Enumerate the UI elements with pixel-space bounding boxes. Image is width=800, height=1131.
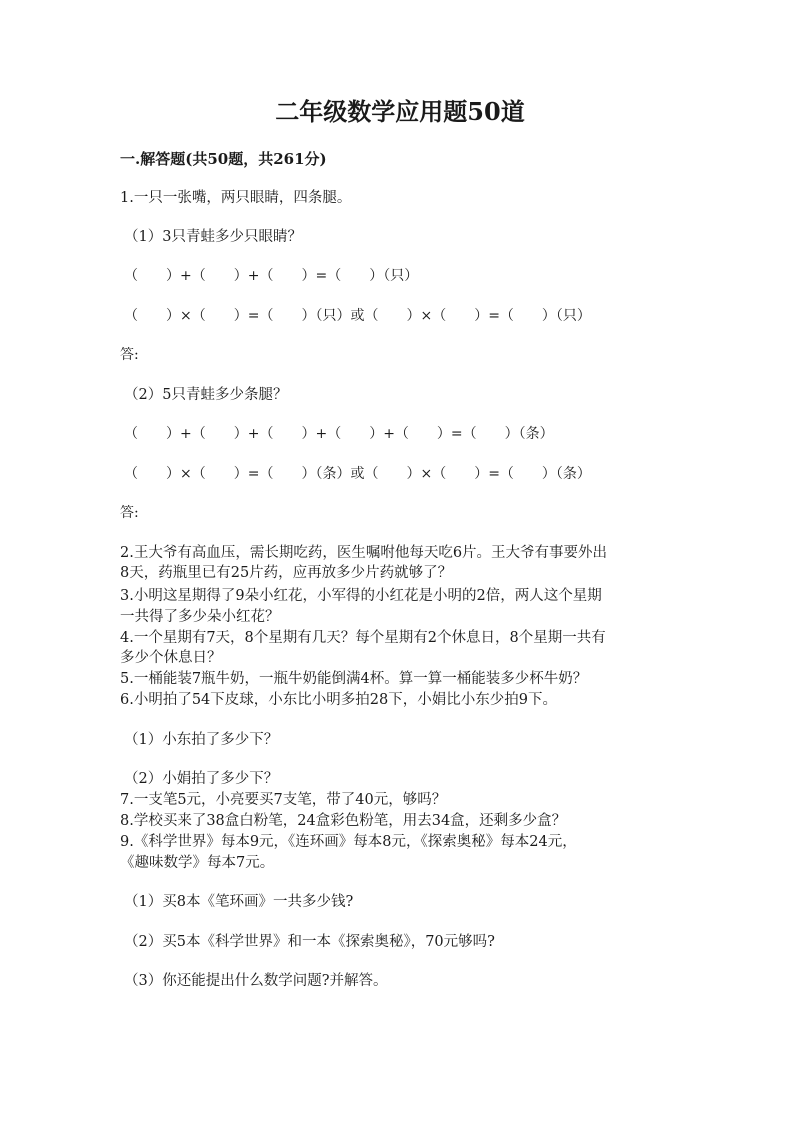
question-9-sub-1: （1）买8本《笔环画》一共多少钱?: [124, 894, 354, 910]
question-3-line-1: 3.小明这星期得了9朵小红花，小军得的小红花是小明的2倍，两人这个星期: [120, 588, 602, 604]
question-1-answer-2: 答:: [120, 505, 139, 521]
question-2-line-1: 2.王大爷有高血压，需长期吃药，医生嘱咐他每天吃6片。王大爷有事要外出: [120, 545, 608, 561]
question-1-sub-1: （1）3只青蛙多少只眼睛？: [124, 229, 302, 245]
question-6-line-1: 6.小明拍了54下皮球，小东比小明多拍28下，小娟比小东少拍9下。: [120, 692, 557, 708]
question-1-stem: 1.一只一张嘴，两只眼睛，四条腿。: [120, 190, 352, 206]
question-1-sub-2-addition-row: （ ）+（ ）+（ ）+（ ）+（ ）=（ ）（条）: [124, 426, 554, 442]
question-9-sub-3: （3）你还能提出什么数学问题?并解答。: [124, 973, 388, 989]
question-9-line-1: 9.《科学世界》每本9元，《连环画》每本8元，《探索奥秘》每本24元，: [120, 834, 577, 850]
question-1-sub-2-multiplication-row: （ ）×（ ）=（ ）（条）或（ ）×（ ）=（ ）（条）: [124, 466, 591, 482]
question-3-line-2: 一共得了多少朵小红花？: [120, 609, 280, 625]
question-5-line-1: 5.一桶能装7瓶牛奶，一瓶牛奶能倒满4杯。算一算一桶能装多少杯牛奶？: [120, 671, 588, 687]
question-7-line-1: 7.一支笔5元，小亮要买7支笔，带了40元，够吗？: [120, 792, 447, 808]
question-1-sub-2: （2）5只青蛙多少条腿？: [124, 387, 288, 403]
question-8-line-1: 8.学校买来了38盒白粉笔，24盒彩色粉笔，用去34盒，还剩多少盒？: [120, 813, 567, 829]
question-4-line-2: 多少个休息日？: [120, 650, 222, 666]
question-2-line-2: 8天，药瓶里已有25片药，应再放多少片药就够了？: [120, 565, 453, 581]
page-title: 二年级数学应用题50道: [275, 97, 525, 126]
question-1-answer-1: 答:: [120, 347, 139, 363]
question-6-sub-2: （2）小娟拍了多少下？: [124, 771, 279, 787]
question-6-sub-1: （1）小东拍了多少下？: [124, 732, 279, 748]
section-heading: 一.解答题(共50题，共261分): [120, 150, 327, 168]
question-9-sub-2: （2）买5本《科学世界》和一本《探索奥秘》，70元够吗?: [124, 934, 495, 950]
question-9-line-2: 《趣味数学》每本7元。: [120, 855, 275, 871]
question-4-line-1: 4.一个星期有7天，8个星期有几天？每个星期有2个休息日，8个星期一共有: [120, 630, 606, 646]
question-1-sub-1-multiplication-row: （ ）×（ ）=（ ）（只）或（ ）×（ ）=（ ）（只）: [124, 308, 591, 324]
question-1-sub-1-addition-row: （ ）+（ ）+（ ）=（ ）（只）: [124, 268, 419, 284]
